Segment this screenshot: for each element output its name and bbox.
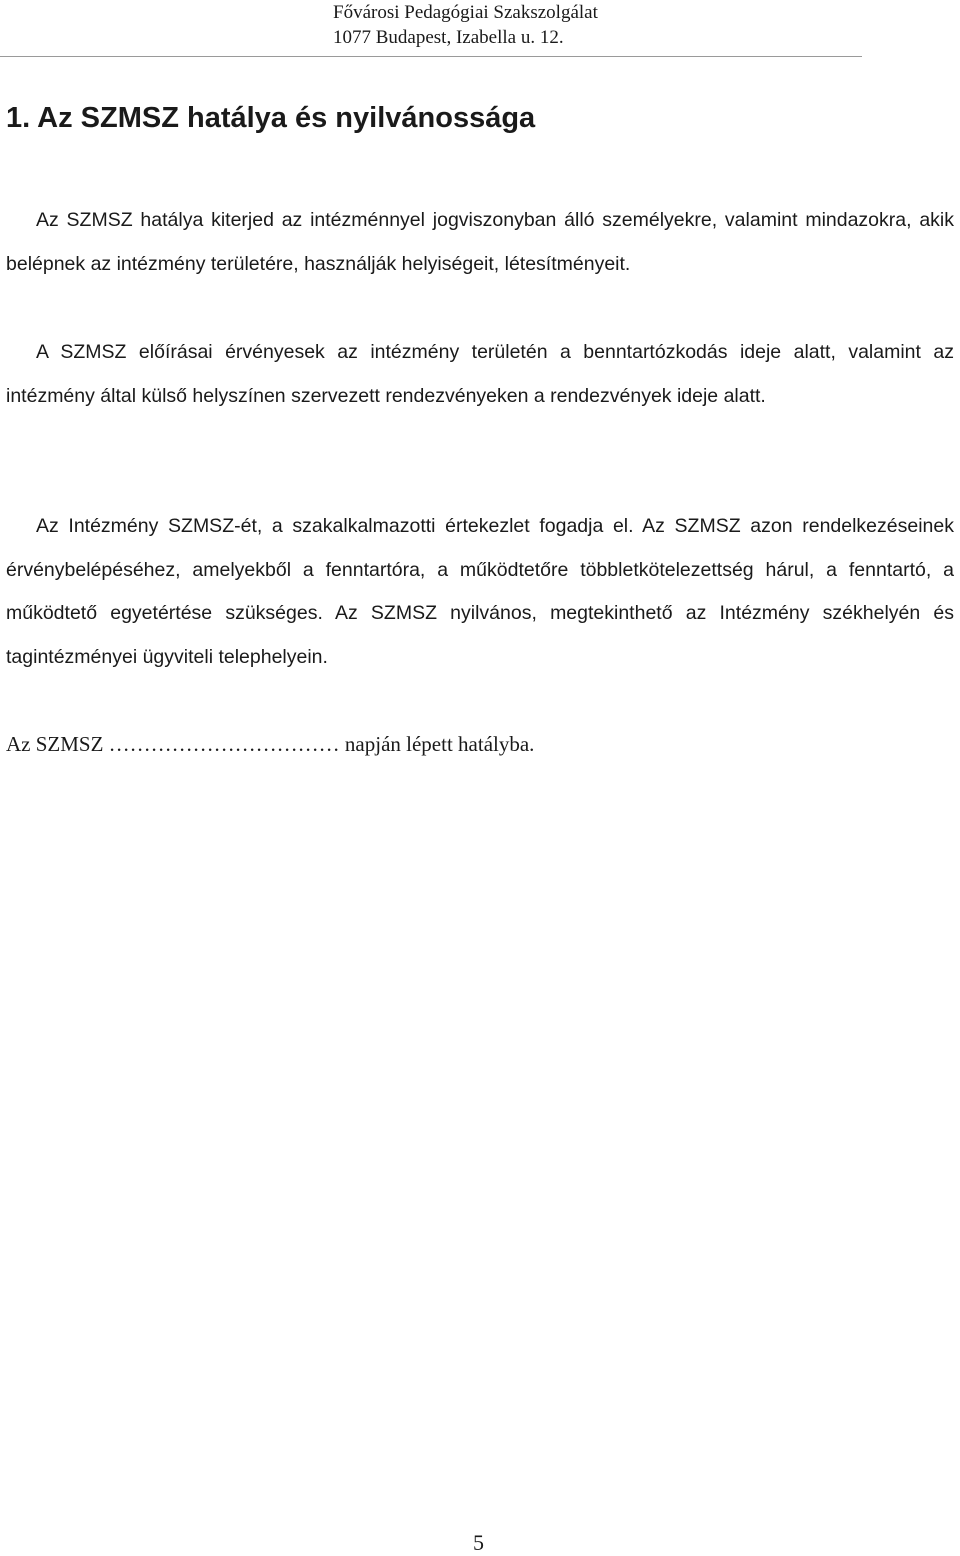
header-institution: Fővárosi Pedagógiai Szakszolgálat <box>333 2 598 23</box>
paragraph-adoption-text: Az Intézmény SZMSZ-ét, a szakalkalmazotti értekezlet fogadja el. Az SZMSZ azon rendelkezéseinek érvénybelépéséhez, amelyekből a fenntartóra, a működtetőre többletkötelezettség hárul, a fenntartó, a működtető egyetértése szükséges. Az SZMSZ nyilvános, megtekinthető az Intézmény székhelyén és tagintézményei ügyviteli telephelyein. <box>6 515 954 668</box>
section-heading: 1. Az SZMSZ hatálya és nyilvánossága <box>6 102 536 134</box>
paragraph-validity <box>6 331 954 418</box>
page-header <box>0 0 862 57</box>
paragraph-scope <box>6 199 954 286</box>
effective-date-statement: Az SZMSZ …………………………… napján lépett hatályba. <box>6 732 535 756</box>
paragraph-scope-text: Az SZMSZ hatálya kiterjed az intézménnyel jogviszonyban álló személyekre, valamint mindazokra, akik belépnek az intézmény területére, használják helyiségeit, létesítményeit. <box>6 209 954 275</box>
paragraph-validity-text: A SZMSZ előírásai érvényesek az intézmény területén a benntartózkodás ideje alatt, valamint az intézmény által külső helyszínen szervezett rendezvényeken a rendezvények ideje alatt. <box>6 341 954 407</box>
page-number: 5 <box>473 1530 484 1555</box>
header-address: 1077 Budapest, Izabella u. 12. <box>333 27 564 48</box>
paragraph-adoption <box>6 505 954 679</box>
